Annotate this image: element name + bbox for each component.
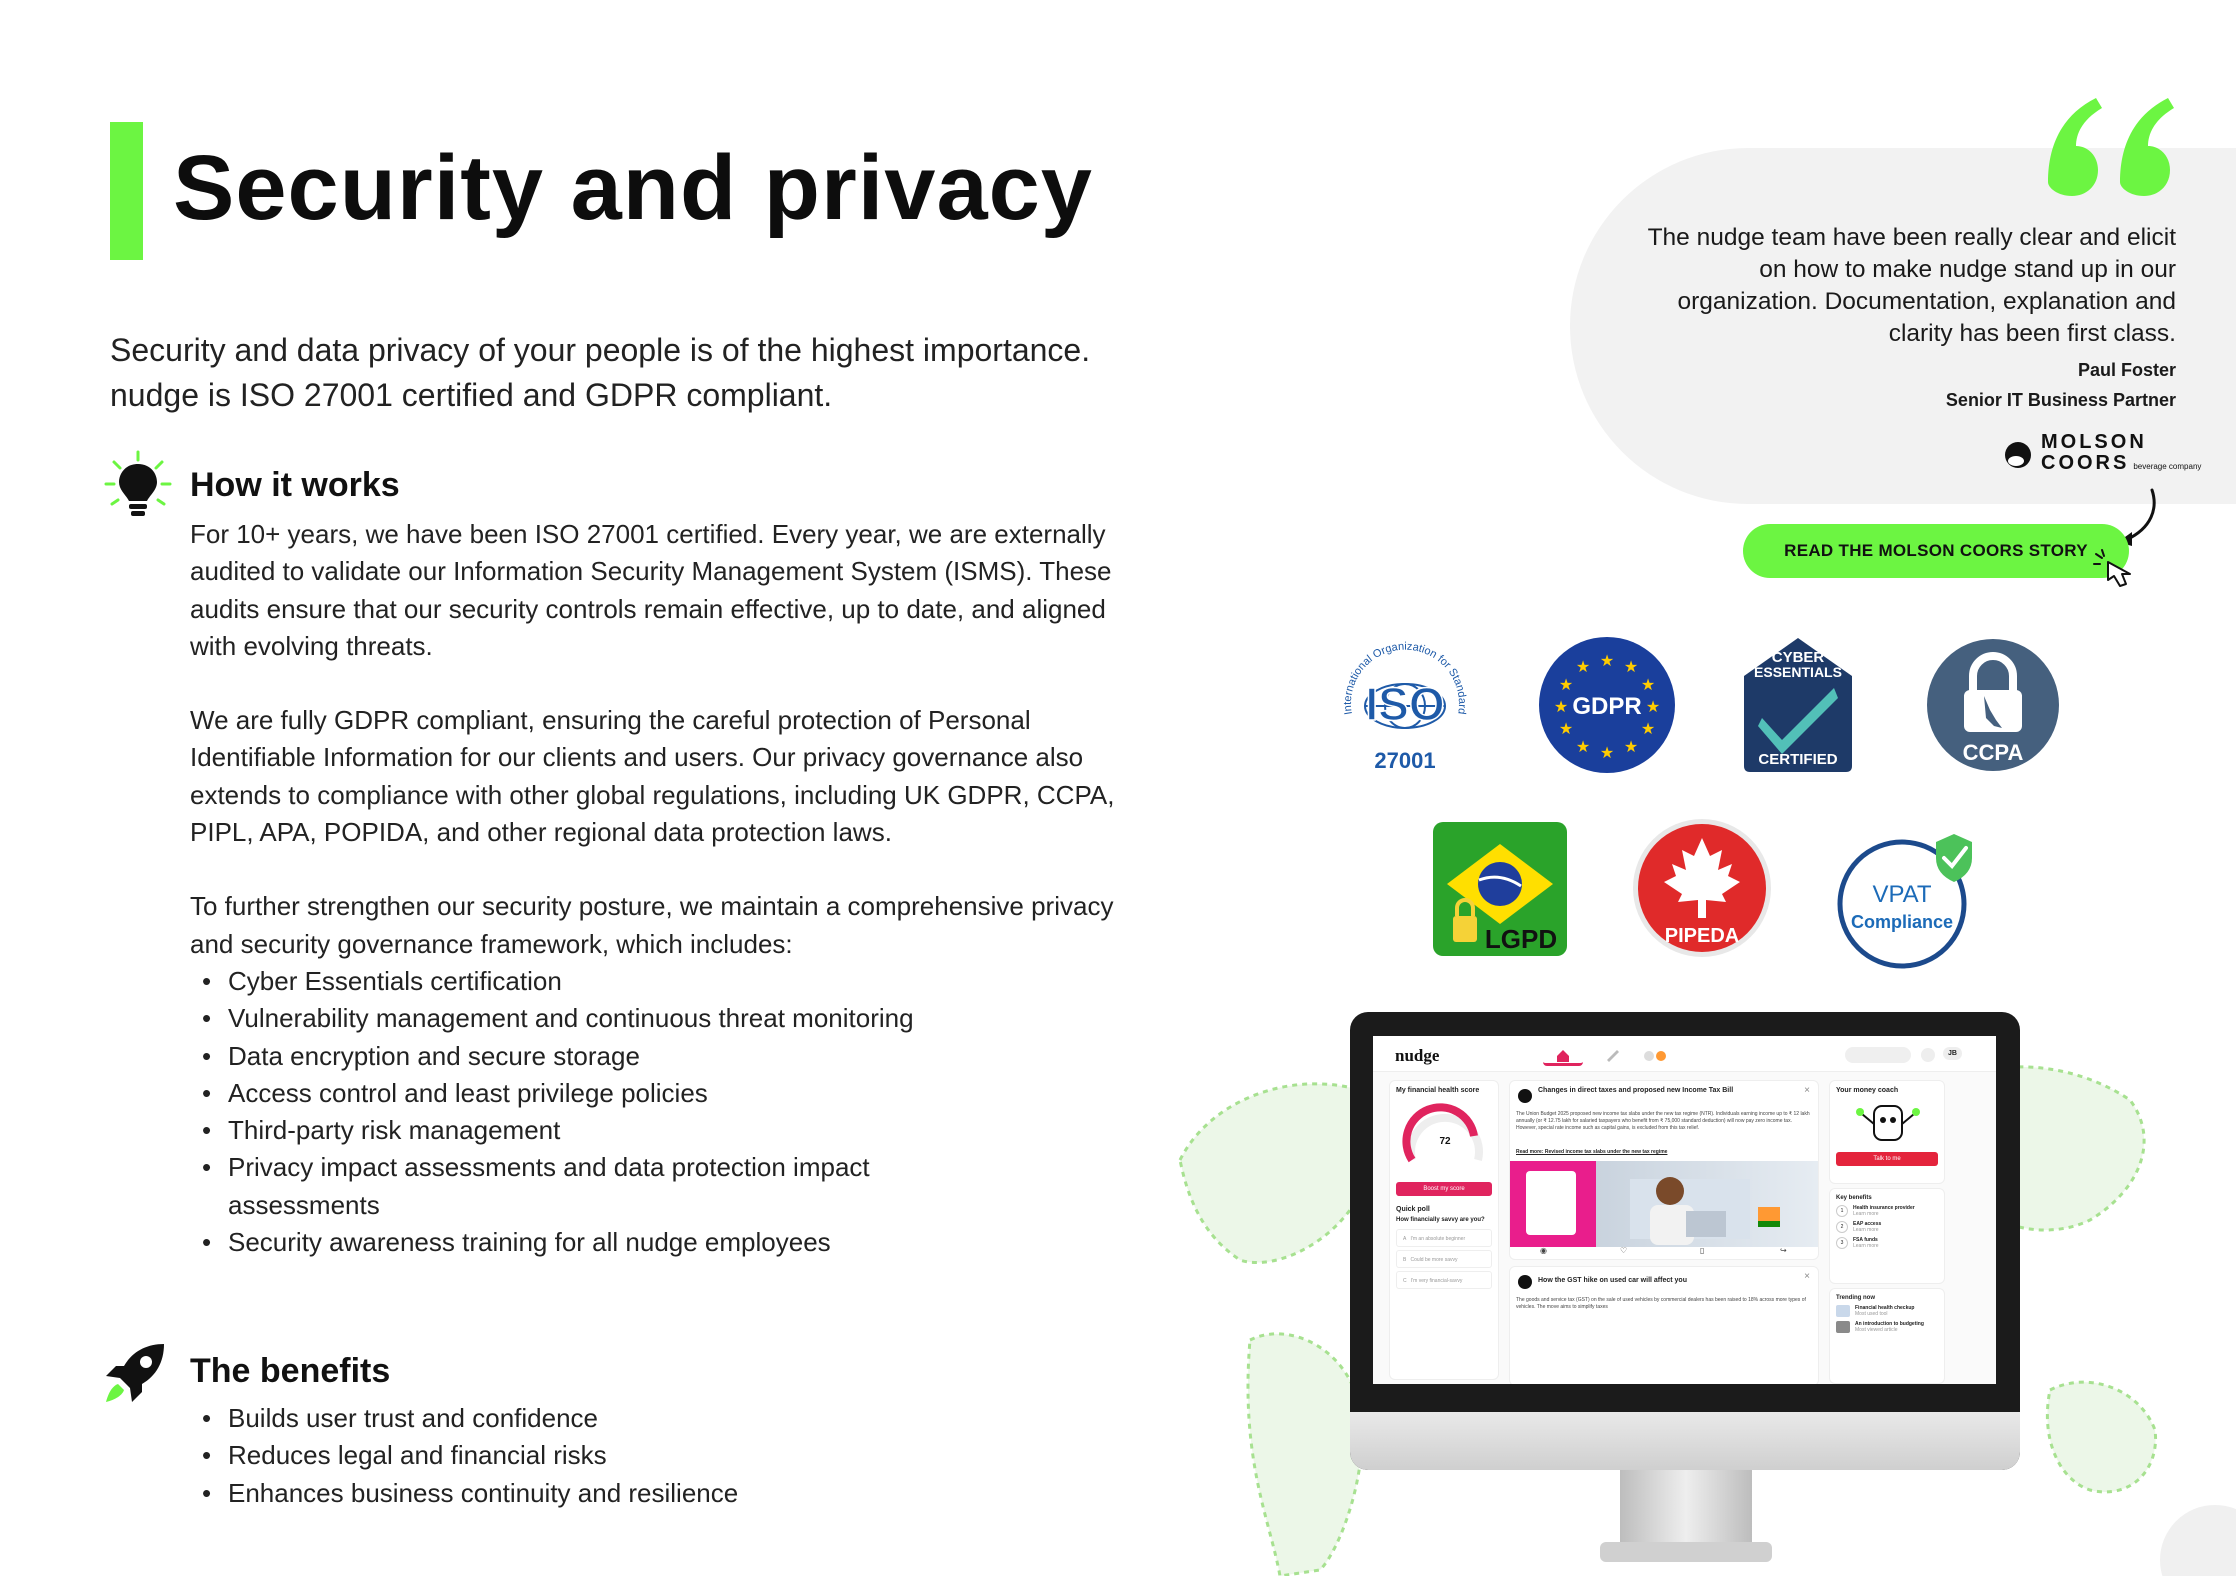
intro-text: Security and data privacy of your people is of the highest importance. nudge is ISO 27001 certified and GDPR compliant. (110, 332, 1091, 413)
benefit-number: 3 (1836, 1237, 1848, 1249)
health-score-value: 72 (1439, 1136, 1451, 1147)
molson-coors-logo (2005, 432, 2201, 477)
view-icon[interactable]: ◉ (1540, 1246, 1547, 1255)
list-item: • Privacy impact assessments and data protection impact assessments (190, 1149, 930, 1224)
article-card[interactable] (1509, 1266, 1819, 1384)
list-item: • Security awareness training for all nudge employees (190, 1224, 1120, 1261)
iso-27001-badge (1330, 630, 1480, 785)
health-score-card (1389, 1080, 1499, 1380)
article-title: Changes in direct taxes and proposed new Income Tax Bill (1538, 1087, 1734, 1094)
key-benefits-card (1829, 1188, 1945, 1284)
trending-card (1829, 1288, 1945, 1384)
read-story-button[interactable]: READ THE MOLSON COORS STORY (1743, 524, 2129, 578)
search-input[interactable] (1845, 1047, 1911, 1063)
iso-ring-text: International Organization for Standard (1341, 640, 1469, 716)
pointer-hand-icon (2092, 548, 2140, 593)
article-body: The goods and service tax (GST) on the sale of used vehicles by commercial dealers has been raised to 18% across more types of vehicles. The move aims to simplify taxes (1516, 1297, 1806, 1310)
svg-text:★: ★ (1553, 697, 1569, 716)
avatar[interactable]: JB (1943, 1047, 1962, 1060)
trending-label: Financial health checkup (1855, 1305, 1915, 1311)
cyber-essentials-badge (1740, 636, 1856, 779)
list-item: • Data encryption and secure storage (190, 1038, 1120, 1075)
benefit-sub: Learn more (1853, 1227, 1879, 1233)
svg-text:★: ★ (1599, 743, 1615, 762)
title-accent-bar (110, 122, 143, 260)
app-topbar (1373, 1036, 1996, 1072)
logo-small: beverage company (2133, 462, 2202, 471)
health-score-gauge (1390, 1100, 1500, 1176)
trending-label: An introduction to budgeting (1855, 1321, 1924, 1327)
lightbulb-icon (104, 450, 172, 527)
benefit-label: FSA funds (1853, 1237, 1878, 1243)
poll-option[interactable] (1396, 1271, 1492, 1289)
trending-title: Trending now (1836, 1295, 1875, 1301)
close-icon[interactable]: × (1804, 1085, 1810, 1096)
poll-text: I'm an absolute beginner (1410, 1236, 1466, 1242)
trending-thumbnail (1836, 1305, 1850, 1317)
health-score-title: My financial health score (1396, 1087, 1480, 1094)
benefit-number: 1 (1836, 1205, 1848, 1217)
key-benefits-title: Key benefits (1836, 1195, 1872, 1201)
explore-tab[interactable] (1593, 1044, 1633, 1066)
list-item: • Builds user trust and confidence (190, 1400, 1110, 1437)
trending-item[interactable] (1836, 1321, 1938, 1333)
benefits-list (190, 1400, 1110, 1512)
app-logo: nudge (1395, 1046, 1440, 1065)
money-coach-title: Your money coach (1836, 1087, 1899, 1094)
decorative-circle (2160, 1505, 2236, 1576)
svg-text:★: ★ (1640, 719, 1656, 738)
svg-text:★: ★ (1575, 737, 1591, 756)
list-item: • Reduces legal and financial risks (190, 1437, 1110, 1474)
benefit-label: Health insurance provider (1853, 1205, 1915, 1211)
article-card[interactable] (1509, 1080, 1819, 1260)
iso-label: ISO (1365, 678, 1445, 730)
svg-text:★: ★ (1575, 657, 1591, 676)
svg-text:★: ★ (1558, 719, 1574, 738)
svg-text:★: ★ (1599, 651, 1615, 670)
boost-score-button[interactable]: Boost my score (1396, 1182, 1492, 1196)
trending-thumbnail (1836, 1321, 1850, 1333)
list-item: • Cyber Essentials certification (190, 963, 1120, 1000)
list-item: • Access control and least privilege policies (190, 1075, 1120, 1112)
trending-sub: Most used tool (1855, 1311, 1888, 1317)
pipeda-label: PIPEDA (1664, 925, 1740, 947)
trending-item[interactable] (1836, 1305, 1938, 1317)
rocket-small-icon (1593, 1044, 1633, 1064)
cyber-label-1: CYBER (1771, 649, 1825, 666)
svg-text:★: ★ (1640, 675, 1656, 694)
list-item: • Third-party risk management (190, 1112, 1120, 1149)
lgpd-label: LGPD (1484, 924, 1558, 954)
article-avatar (1518, 1275, 1532, 1289)
benefit-item[interactable] (1836, 1205, 1938, 1217)
list-item: • Vulnerability management and continuous threat monitoring (190, 1000, 1120, 1037)
talk-to-me-button[interactable]: Talk to me (1836, 1152, 1938, 1166)
logo-line2: COORS (2041, 452, 2130, 474)
bookmark-icon[interactable]: ▯ (1700, 1246, 1705, 1255)
svg-text:★: ★ (1645, 697, 1661, 716)
monitor-stand-base (1600, 1542, 1772, 1562)
svg-text:★: ★ (1623, 737, 1639, 756)
benefit-number: 2 (1836, 1221, 1848, 1233)
home-icon (1543, 1044, 1583, 1064)
poll-text: Could be more savvy (1410, 1257, 1458, 1263)
ccpa-badge (1926, 638, 2060, 777)
molson-coors-mark (2005, 442, 2031, 468)
benefits-title: The benefits (190, 1352, 391, 1390)
iso-number: 27001 (1374, 748, 1436, 773)
gdpr-label: GDPR (1572, 693, 1642, 720)
bell-icon[interactable] (1921, 1048, 1935, 1062)
svg-text:★: ★ (1623, 657, 1639, 676)
monitor-chin (1350, 1412, 2020, 1470)
benefit-sub: Learn more (1853, 1243, 1879, 1249)
quick-poll-title: Quick poll (1396, 1206, 1430, 1213)
poll-key: A (1403, 1236, 1407, 1242)
gdpr-badge (1538, 636, 1676, 779)
vpat-label: VPAT (1872, 881, 1932, 908)
poll-option[interactable] (1396, 1250, 1492, 1268)
article-image (1510, 1161, 1818, 1247)
heart-icon[interactable]: ♡ (1620, 1246, 1628, 1255)
close-icon[interactable]: × (1804, 1271, 1810, 1282)
benefit-label: EAP access (1853, 1221, 1882, 1227)
poll-text: I'm very financial-savvy (1410, 1278, 1463, 1284)
share-icon[interactable]: ↪ (1780, 1246, 1787, 1255)
vpat-compliance-badge (1836, 830, 1976, 975)
poll-question: How financially savvy are you? (1396, 1217, 1485, 1223)
cyber-label-3: CERTIFIED (1758, 751, 1838, 768)
ccpa-label: CCPA (1962, 740, 2024, 765)
trending-sub: Most viewed article (1855, 1327, 1898, 1333)
flag-icon (1635, 1044, 1675, 1064)
paragraph-framework: To further strengthen our security posture, we maintain a comprehensive privacy and security governance framework, which includes: (190, 891, 1114, 959)
article-title: How the GST hike on used car will affect you (1538, 1277, 1687, 1284)
monitor-stand (1620, 1470, 1752, 1548)
paragraph-iso: For 10+ years, we have been ISO 27001 certified. Every year, we are externally audited to validate our Information Security Management System (ISMS). These audits ensure that our security controls remain effective, up to date, and aligned with evolving threats. (190, 519, 1112, 661)
how-it-works-body (190, 516, 1120, 1261)
pipeda-badge (1632, 818, 1772, 963)
how-it-works-title: How it works (190, 466, 400, 504)
quote-icon (2040, 92, 2180, 207)
region-tab[interactable] (1635, 1044, 1675, 1066)
poll-option[interactable] (1396, 1229, 1492, 1247)
rocket-icon (102, 1340, 168, 1411)
article-link[interactable]: Read more: Revised income tax slabs under the new tax regime (1516, 1149, 1668, 1155)
page-title: Security and privacy (173, 137, 1093, 239)
testimonial-name: Paul Foster (2077, 360, 2176, 380)
benefit-sub: Learn more (1853, 1211, 1879, 1217)
article-avatar (1518, 1089, 1532, 1103)
poll-key: B (1403, 1257, 1407, 1263)
home-tab[interactable] (1543, 1044, 1583, 1066)
cyber-label-2: ESSENTIALS (1754, 664, 1842, 680)
testimonial-role: Senior IT Business Partner (1945, 390, 2176, 410)
benefit-item[interactable] (1836, 1237, 1938, 1249)
list-item: • Enhances business continuity and resilience (190, 1475, 1110, 1512)
benefits-body (190, 1400, 1110, 1512)
poll-key: C (1403, 1278, 1407, 1284)
paragraph-gdpr: We are fully GDPR compliant, ensuring the careful protection of Personal Identifiable Information for our clients and users. Our privacy governance also extends to compliance with other global regulations, including UK GDPR, CCPA, PIPL, APA, POPIDA, and other regional data protection laws. (190, 705, 1115, 848)
framework-list (190, 963, 1120, 1261)
article-body: The Union Budget 2025 proposed new income tax slabs under the new tax regime (NTR). Individuals earning income up to ₹ 12 lakh annually (or ₹ 12.75 lakh for salaried taxpayers who benefit from ₹ 75,000 standard deduction) will now pay zero income tax. However, special rate income such as capital gains, is excluded from this tax relief. (1516, 1111, 1810, 1131)
benefit-item[interactable] (1836, 1221, 1938, 1233)
svg-text:★: ★ (1558, 675, 1574, 694)
app-screen (1373, 1036, 1996, 1384)
vpat-compliance-label: Compliance (1850, 912, 1954, 932)
coach-mascot-icon (1830, 1100, 1946, 1150)
logo-line1: MOLSON (2041, 431, 2147, 453)
lgpd-badge (1433, 822, 1567, 961)
money-coach-card (1829, 1080, 1945, 1184)
testimonial-quote: The nudge team have been really clear and elicit on how to make nudge stand up in our organization. Documentation, explanation and clarity has been first class. (1647, 224, 2176, 347)
